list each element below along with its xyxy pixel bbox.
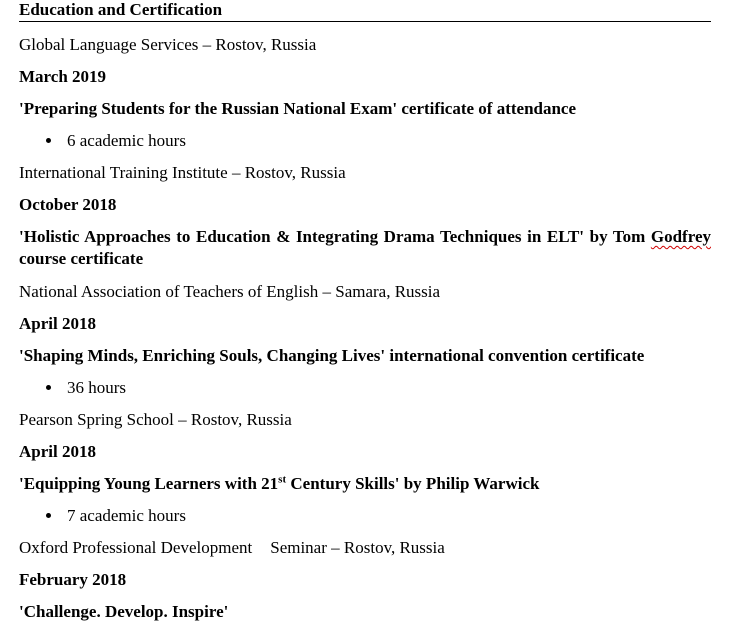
certificate-text: course certificate bbox=[19, 249, 144, 268]
entry-bullet bbox=[19, 505, 711, 526]
spellcheck-word: Godfrey bbox=[650, 227, 711, 246]
entry-bullet bbox=[19, 130, 711, 151]
bullet-icon bbox=[46, 513, 51, 518]
bullet-text: 7 academic hours bbox=[67, 506, 186, 525]
entry-organization: Pearson Spring School – Rostov, Russia bbox=[19, 410, 292, 429]
entry-bullet bbox=[19, 377, 711, 398]
ordinal-suffix: st bbox=[278, 473, 287, 486]
entry-organization: Global Language Services – Rostov, Russia bbox=[19, 35, 317, 54]
organization-location: Seminar – Rostov, Russia bbox=[270, 538, 445, 557]
bullet-text: 6 academic hours bbox=[67, 131, 186, 150]
entry-date: March 2019 bbox=[19, 67, 107, 86]
entry-date: April 2018 bbox=[19, 442, 96, 461]
bullet-icon bbox=[46, 138, 51, 143]
entry-date: February 2018 bbox=[19, 570, 127, 589]
entry-organization bbox=[19, 537, 711, 558]
entry-date: October 2018 bbox=[19, 195, 117, 214]
entry-certificate bbox=[19, 226, 711, 270]
resume-page bbox=[19, 0, 711, 633]
entry-certificate: 'Shaping Minds, Enriching Souls, Changing Lives' international convention certificate bbox=[19, 346, 645, 365]
section-heading: Education and Certification bbox=[19, 0, 711, 22]
certificate-text: Century Skills' by Philip Warwick bbox=[286, 474, 540, 493]
entry-certificate bbox=[19, 473, 711, 494]
entry-certificate: 'Preparing Students for the Russian National Exam' certificate of attendance bbox=[19, 99, 577, 118]
entry-date: April 2018 bbox=[19, 314, 96, 333]
bullet-text: 36 hours bbox=[67, 378, 127, 397]
entry-organization: National Association of Teachers of English – Samara, Russia bbox=[19, 282, 441, 301]
bullet-icon bbox=[46, 385, 51, 390]
organization-name: Oxford Professional Development bbox=[19, 538, 253, 557]
entry-certificate: 'Challenge. Develop. Inspire' bbox=[19, 602, 229, 621]
certificate-text: 'Equipping Young Learners with 21 bbox=[19, 474, 279, 493]
certificate-text: 'Holistic Approaches to Education & Integrating Drama Techniques in ELT' by Tom bbox=[19, 227, 646, 246]
entry-organization: International Training Institute – Rostov, Russia bbox=[19, 163, 346, 182]
